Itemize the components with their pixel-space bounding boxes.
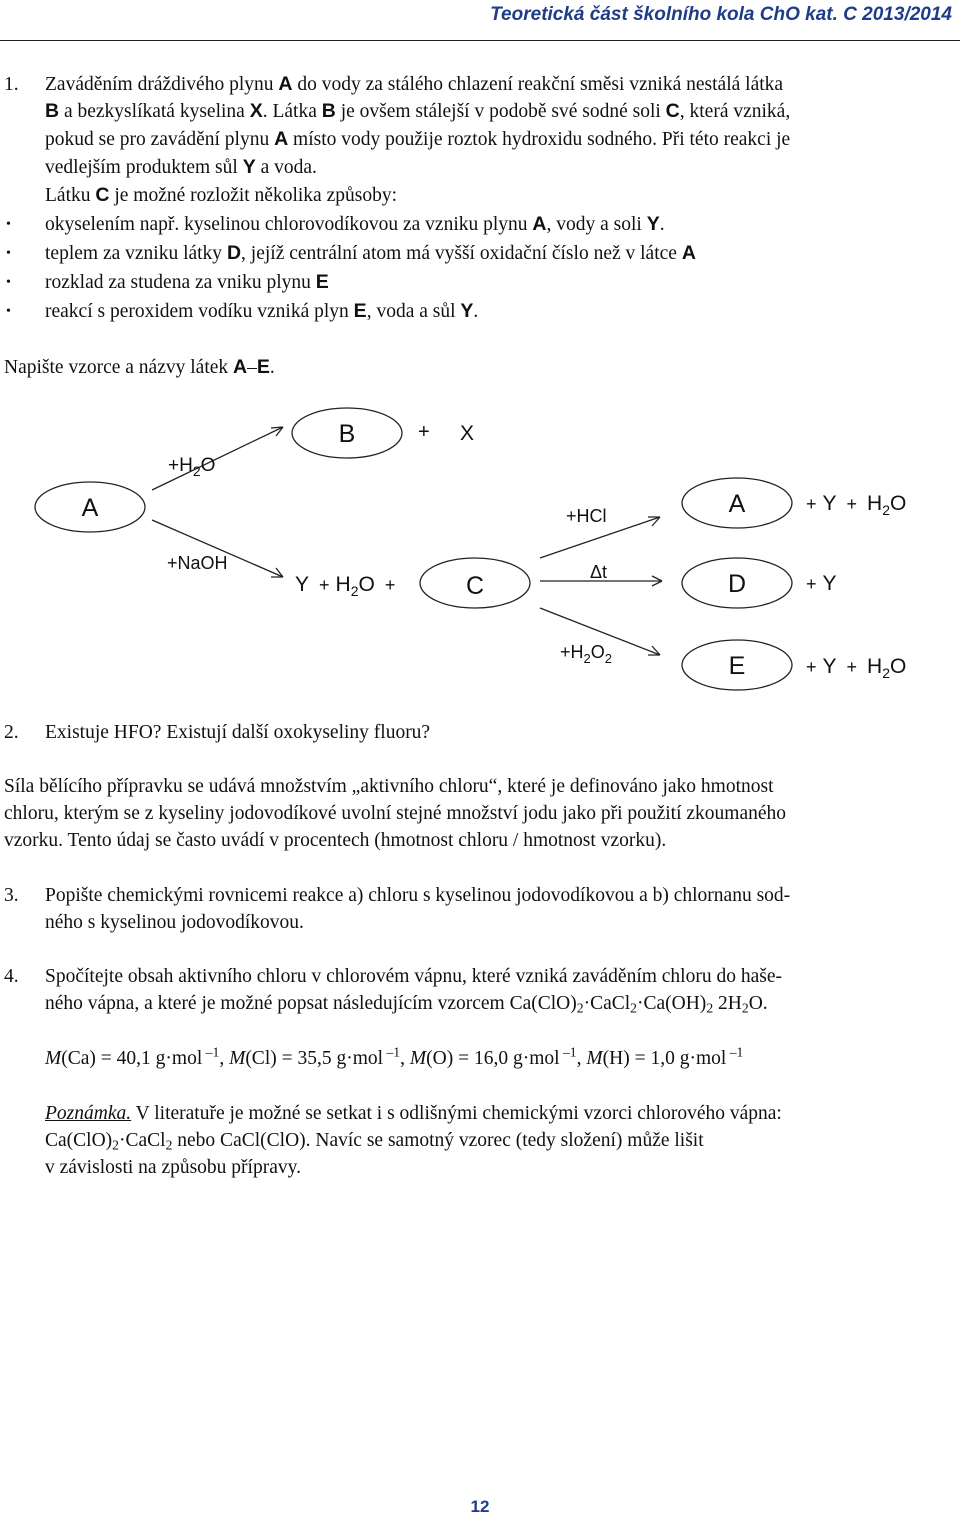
text: , která vzniká, <box>679 101 791 122</box>
task-1-line-5 <box>45 182 397 209</box>
text: CaCl <box>125 1130 166 1151</box>
products-after-e: + $Y + H_2O$ <box>806 655 907 681</box>
text: ného vápna, a které je možné popsat následujícím vzorcem Ca(ClO) <box>45 993 577 1014</box>
text: O. <box>748 993 768 1014</box>
label-b: B <box>338 420 356 448</box>
task-4-number: 4. <box>4 966 19 987</box>
reaction-scheme <box>0 400 960 710</box>
bullet-item-3 <box>45 269 329 296</box>
symbol-e: E <box>315 271 329 293</box>
symbol-a: A <box>681 242 696 264</box>
task-1-line-3 <box>45 126 790 153</box>
text: CaCl <box>590 993 631 1014</box>
symbol-d: D <box>226 242 242 264</box>
dot: · <box>346 1048 353 1069</box>
task-4-line-2 <box>45 990 768 1017</box>
dot: · <box>636 993 644 1014</box>
label-e: E <box>728 652 746 680</box>
dot: · <box>583 993 591 1014</box>
text: do vody za stálého chlazení reakční směsi vzniká nestálá látka <box>292 74 784 95</box>
reagent-heat: Δt <box>590 562 608 582</box>
text: , voda a sůl <box>366 301 461 322</box>
dot: · <box>522 1048 530 1069</box>
task-1-line-2 <box>45 98 790 125</box>
m-symbol: M <box>586 1048 603 1069</box>
text: . <box>659 214 665 235</box>
text: mol <box>171 1048 203 1069</box>
paragraph-line-3: vzorku. Tento údaj se často uvádí v procentech (hmotnost chloru / hmotnost vzorku). <box>4 830 667 851</box>
text: Látku <box>45 185 96 206</box>
text: a bezkyslíkatá kyselina <box>59 101 250 122</box>
text: (H) = 1,0 g <box>602 1048 690 1069</box>
dot: · <box>689 1048 696 1069</box>
paragraph-line-2: chloru, kterým se z kyseliny jodovodíkové uvolní stejné množství jodu jako při použití zkoumaného <box>4 803 787 824</box>
superscript: –1 <box>559 1044 577 1060</box>
symbol-e: E <box>353 300 367 322</box>
note-label: Poznámka. <box>45 1103 132 1124</box>
symbol-y: Y <box>242 156 256 178</box>
label-x: X <box>460 422 475 445</box>
text: a voda. <box>255 157 317 178</box>
task-3-number: 3. <box>4 885 19 906</box>
text: , <box>219 1048 230 1069</box>
symbol-a: A <box>532 213 547 235</box>
plus-sign: + <box>418 421 430 443</box>
text: , <box>576 1048 587 1069</box>
text: Napište vzorce a názvy látek <box>4 357 234 378</box>
task-2-number: 2. <box>4 722 19 743</box>
m-symbol: M <box>229 1048 246 1069</box>
note-line-1 <box>45 1100 782 1127</box>
symbol-a: A <box>233 356 248 378</box>
text: Ca(ClO) <box>45 1130 113 1151</box>
bullet-icon: • <box>6 304 11 319</box>
label-a: A <box>81 494 99 522</box>
page-number: 12 <box>470 1497 490 1516</box>
arrow-head <box>648 517 660 526</box>
bullet-item-4 <box>45 298 478 325</box>
task-3-line-1: Popište chemickými rovnicemi reakce a) chloru s kyselinou jodovodíkovou a b) chlornanu sod- <box>45 885 791 906</box>
symbol-y: Y <box>460 300 474 322</box>
m-symbol: M <box>409 1048 427 1069</box>
text: , <box>400 1048 410 1069</box>
label-c: C <box>465 572 485 600</box>
reagent-hcl: +HCl <box>566 506 607 526</box>
text: mol <box>695 1048 727 1069</box>
superscript: –1 <box>202 1044 220 1060</box>
superscript: –1 <box>383 1044 401 1060</box>
reagent-naoh: +NaOH <box>167 553 228 573</box>
symbol-b: B <box>45 100 60 122</box>
text: (Ca) = 40,1 g <box>61 1048 166 1069</box>
symbol-a: A <box>274 128 289 150</box>
reagent-h2o2: $+H_2O_2$ <box>560 642 612 666</box>
text: okyselením např. kyselinou chlorovodíkovou za vzniku plynu <box>45 214 533 235</box>
task-1-line-1 <box>45 71 783 98</box>
note-line-3: v závislosti na způsobu přípravy. <box>45 1157 301 1178</box>
page-header: Teoretická část školního kola ChO kat. C 2013/2014 <box>490 4 952 25</box>
symbol-y: Y <box>646 213 660 235</box>
molar-masses <box>45 1045 743 1072</box>
text: . <box>473 301 479 322</box>
products-after-a2: + $Y + H_2O$ <box>806 492 907 518</box>
text: , jejíž centrální atom má vyšší oxidační číslo než v látce <box>241 243 682 264</box>
symbol-a: A <box>278 73 293 95</box>
text: vedlejším produktem sůl <box>45 157 243 178</box>
task-1-number: 1. <box>4 74 19 95</box>
task-3-line-2: ného s kyselinou jodovodíkovou. <box>45 912 304 933</box>
text: mol <box>352 1048 384 1069</box>
dot: · <box>165 1048 172 1069</box>
products-after-d: + Y <box>806 572 837 595</box>
text: reakcí s peroxidem vodíku vzniká plyn <box>45 301 354 322</box>
task-2-text: Existuje HFO? Existují další oxokyseliny fluoru? <box>45 722 431 743</box>
text: je ovšem stálejší v podobě své sodné soli <box>335 101 666 122</box>
products-before-c: $Y + H_2O$ + <box>295 573 396 599</box>
text: – <box>247 357 257 378</box>
symbol-e: E <box>256 356 270 378</box>
subscript: 2 <box>112 1137 119 1153</box>
bullet-item-2 <box>45 240 696 267</box>
text: 2H <box>713 993 742 1014</box>
text: nebo CaCl(ClO). Navíc se samotný vzorec (tedy složení) může lišit <box>172 1130 704 1151</box>
bullet-icon: • <box>6 217 11 232</box>
symbol-b: B <box>321 100 336 122</box>
label-d: D <box>727 570 747 598</box>
note-line-2 <box>45 1127 704 1154</box>
subscript: 2 <box>741 1000 749 1016</box>
text: . <box>269 357 275 378</box>
text: Ca(OH) <box>643 993 707 1014</box>
text: . Látka <box>262 101 322 122</box>
dot: · <box>118 1130 126 1151</box>
subscript: 2 <box>165 1137 173 1153</box>
bullet-icon: • <box>6 275 11 290</box>
text: je možné rozložit několika způsoby: <box>109 185 397 206</box>
label-a2: A <box>728 490 746 518</box>
text: V literatuře je možné se setkat i s odlišnými chemickými vzorci chlorového vápna: <box>131 1103 782 1124</box>
subscript: 2 <box>576 1000 584 1016</box>
task-1-line-4 <box>45 154 317 181</box>
text: pokud se pro zavádění plynu <box>45 129 275 150</box>
m-symbol: M <box>45 1048 62 1069</box>
text: teplem za vzniku látky <box>45 243 227 264</box>
task-1-question <box>4 354 275 381</box>
subscript: 2 <box>706 1000 714 1016</box>
symbol-c: C <box>665 100 680 122</box>
paragraph-line-1: Síla bělícího přípravku se udává množstvím „aktivního chloru“, které je definováno jako hmotnost <box>4 776 774 797</box>
task-4-line-1: Spočítejte obsah aktivního chloru v chlorovém vápnu, které vzniká zaváděním chloru do haše- <box>45 966 782 987</box>
reagent-h2o: $+H_2O$ <box>168 455 216 479</box>
text: , vody a soli <box>546 214 647 235</box>
text: (Cl) = 35,5 g <box>245 1048 347 1069</box>
symbol-c: C <box>95 184 110 206</box>
text: místo vody použije roztok hydroxidu sodného. Při této reakci je <box>288 129 791 150</box>
superscript: –1 <box>726 1044 744 1060</box>
header-rule <box>0 40 960 41</box>
subscript: 2 <box>630 1000 637 1016</box>
symbol-x: X <box>249 100 263 122</box>
text: Zaváděním dráždivého plynu <box>45 74 279 95</box>
bullet-icon: • <box>6 246 11 261</box>
bullet-item-1 <box>45 211 665 238</box>
text: mol <box>529 1048 560 1069</box>
text: (O) = 16,0 g <box>426 1048 523 1069</box>
text: rozklad za studena za vniku plynu <box>45 272 316 293</box>
